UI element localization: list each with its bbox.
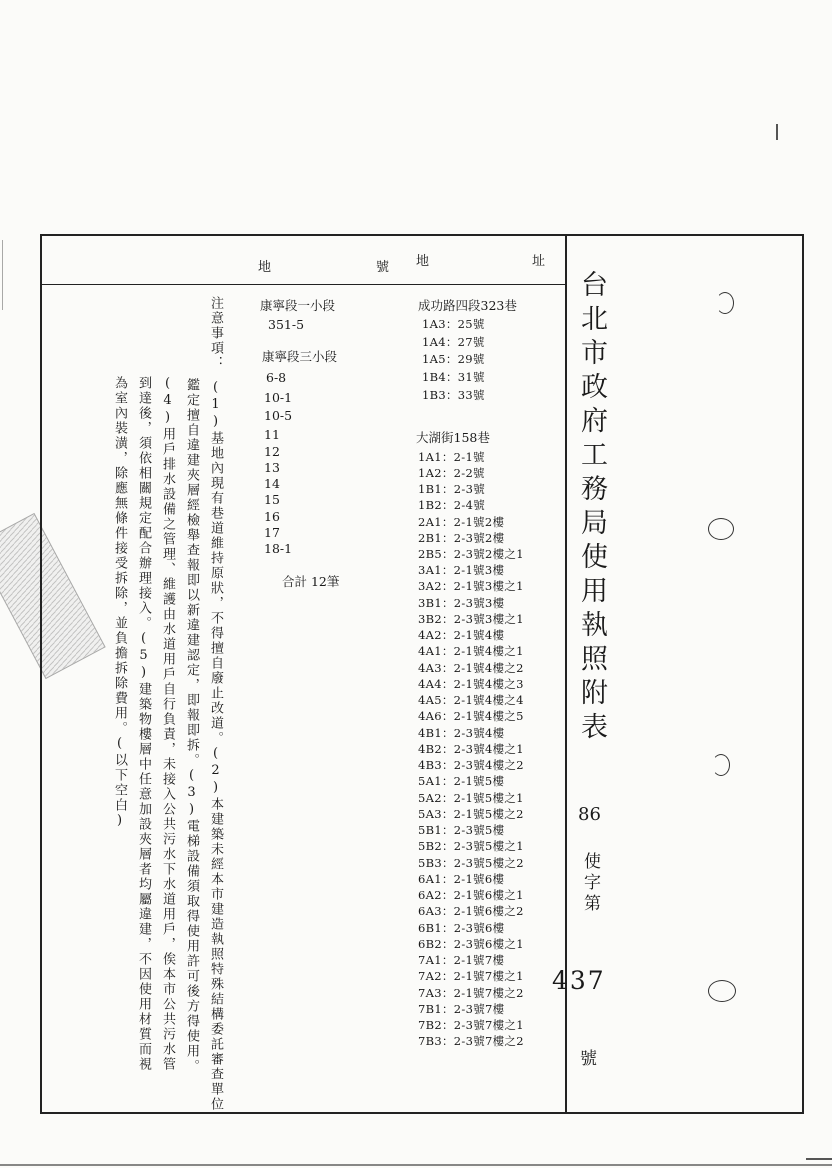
notes-column-3: (4)用戶排水設備之管理、維護由水道用戶自行負責，未接入公共污水下水道用戶，俟本市公共污水管 xyxy=(160,376,175,1072)
address-group-1: 成功路四段323巷 xyxy=(418,298,517,313)
address-header-label: 地 xyxy=(416,254,430,269)
address-item: 4B3：2-3號4樓之2 xyxy=(418,758,524,772)
lot-number: 18-1 xyxy=(264,541,293,556)
address-item: 7B2：2-3號7樓之1 xyxy=(418,1018,524,1032)
lot-section-2: 康寧段三小段 xyxy=(262,349,338,364)
scan-mark xyxy=(0,1164,832,1166)
address-item: 5A3：2-1號5樓之2 xyxy=(418,807,524,821)
address-item: 7A2：2-1號7樓之1 xyxy=(418,969,524,983)
address-item: 4B2：2-3號4樓之1 xyxy=(418,742,524,756)
scan-mark xyxy=(806,1158,832,1160)
notes-column-1: (1)基地內現有巷道維持原狀，不得擅自廢止改道。(2)本建築未經本市建造執照特殊結構委託審查單位 xyxy=(208,380,223,1112)
address-item: 5B3：2-3號5樓之2 xyxy=(418,856,524,870)
lot-number: 10-1 xyxy=(264,390,293,405)
lot-number: 13 xyxy=(264,460,280,475)
address-item: 6A3：2-1號6樓之2 xyxy=(418,904,524,918)
address-item: 1A1：2-1號 xyxy=(418,450,485,464)
notes-column-4: 到達後，須依相關規定配合辦理接入。(5)建築物樓層中任意加設夾層者均屬違建，不因使用材質而視 xyxy=(136,376,151,1072)
address-item: 4A5：2-1號4樓之4 xyxy=(418,693,524,707)
notes-column-2: 鑑定擅自違建夾層經檢舉查報即以新違建認定，即報即拆。(3)電梯設備須取得使用許可後方得使用。 xyxy=(184,378,199,1074)
address-header-label-2: 址 xyxy=(532,254,546,269)
address-item: 2B1：2-3號2樓 xyxy=(418,531,505,545)
lot-number: 351-5 xyxy=(268,317,305,332)
lot-section-1: 康寧段一小段 xyxy=(260,298,336,313)
address-item: 1B2：2-4號 xyxy=(418,498,486,512)
document-title: 台北市政府工務局使用執照附表 xyxy=(576,270,607,746)
address-item: 7B3：2-3號7樓之2 xyxy=(418,1034,524,1048)
address-item: 3A2：2-1號3樓之1 xyxy=(418,579,524,593)
lot-number: 10-5 xyxy=(264,408,293,423)
lot-number: 16 xyxy=(264,509,280,524)
address-item: 7A3：2-1號7樓之2 xyxy=(418,986,524,1000)
address-item: 4A2：2-1號4樓 xyxy=(418,628,505,642)
address-item: 4A3：2-1號4樓之2 xyxy=(418,661,524,675)
notes-column-5: 為室內裝潢，除應無條件接受拆除，並負擔拆除費用。(以下空白) xyxy=(112,376,127,830)
address-item: 2B5：2-3號2樓之1 xyxy=(418,547,524,561)
address-group-2: 大湖街158巷 xyxy=(416,430,490,445)
address-item: 6A2：2-1號6樓之1 xyxy=(418,888,524,902)
address-item: 6A1：2-1號6樓 xyxy=(418,872,505,886)
document-number-suffix: 號 xyxy=(580,1049,597,1069)
lot-total: 合計 12筆 xyxy=(282,574,340,589)
lot-number: 12 xyxy=(264,444,280,459)
notes-label: 注意事項： xyxy=(208,296,223,371)
address-item: 1A4：27號 xyxy=(422,335,485,349)
address-item: 4A6：2-1號4樓之5 xyxy=(418,709,524,723)
address-item: 3A1：2-1號3樓 xyxy=(418,563,505,577)
header-divider xyxy=(40,284,566,285)
lot-header-label: 地 xyxy=(258,260,272,275)
address-item: 1B4：31號 xyxy=(422,370,485,384)
address-item: 1A2：2-2號 xyxy=(418,466,485,480)
address-item: 6B1：2-3號6樓 xyxy=(418,921,505,935)
document-year: 86 xyxy=(578,804,601,825)
address-item: 7B1：2-3號7樓 xyxy=(418,1002,505,1016)
lot-number: 17 xyxy=(264,525,280,540)
scan-mark xyxy=(2,240,3,310)
address-item: 5A2：2-1號5樓之1 xyxy=(418,791,524,805)
address-item: 7A1：2-1號7樓 xyxy=(418,953,505,967)
address-item: 1B3：33號 xyxy=(422,388,485,402)
address-item: 4A1：2-1號4樓之1 xyxy=(418,644,524,658)
lot-number: 15 xyxy=(264,492,280,507)
address-item: 4A4：2-1號4樓之3 xyxy=(418,677,524,691)
document-number: 437 xyxy=(552,966,606,995)
document-number-prefix: 使字第 xyxy=(580,852,600,915)
address-item: 5B1：2-3號5樓 xyxy=(418,823,505,837)
address-item: 1A3：25號 xyxy=(422,317,485,331)
address-item: 2A1：2-1號2樓 xyxy=(418,515,505,529)
lot-number: 6-8 xyxy=(266,370,287,385)
address-item: 6B2：2-3號6樓之1 xyxy=(418,937,524,951)
address-item: 4B1：2-3號4樓 xyxy=(418,726,505,740)
lot-header-label-2: 號 xyxy=(376,260,390,275)
lot-number: 14 xyxy=(264,476,280,491)
address-item: 3B1：2-3號3樓 xyxy=(418,596,505,610)
address-item: 3B2：2-3號3樓之1 xyxy=(418,612,524,626)
scan-mark xyxy=(776,124,778,140)
address-item: 5B2：2-3號5樓之1 xyxy=(418,839,524,853)
address-item: 1A5：29號 xyxy=(422,352,485,366)
address-item: 5A1：2-1號5樓 xyxy=(418,774,505,788)
address-item: 1B1：2-3號 xyxy=(418,482,486,496)
lot-number: 11 xyxy=(264,427,280,442)
